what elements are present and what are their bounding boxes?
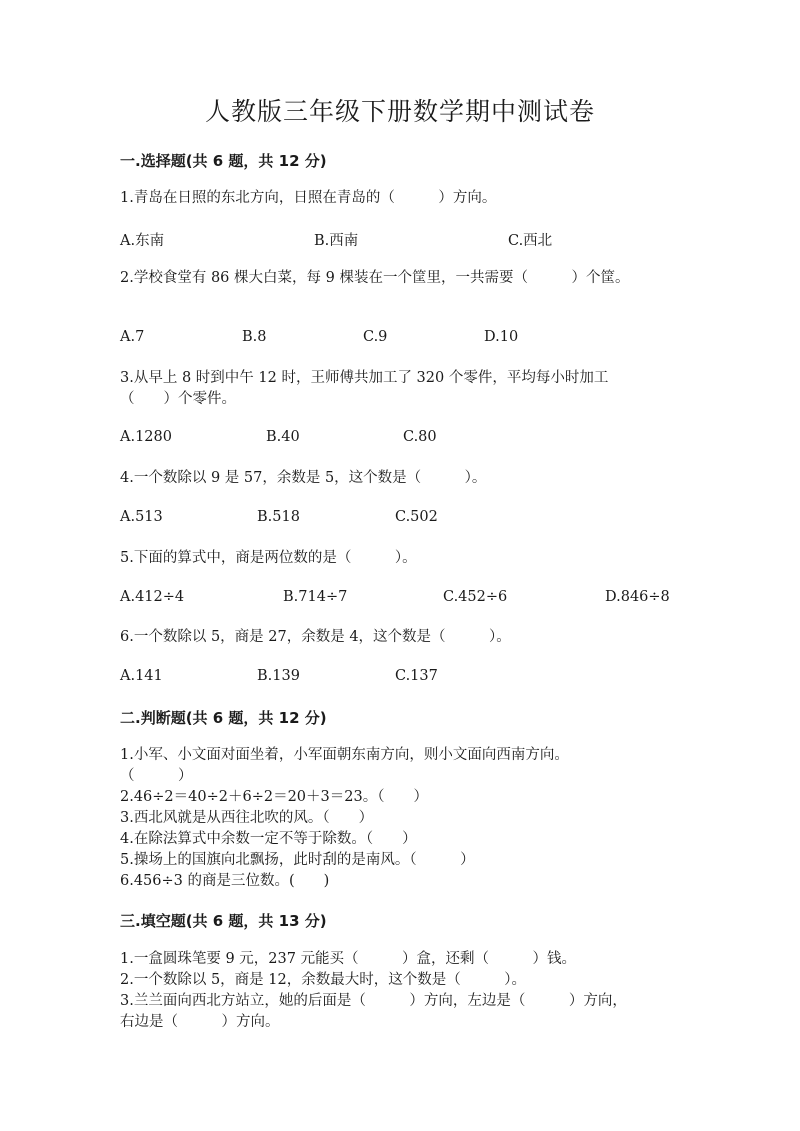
statement: 1.小军、小文面对面坐着，小军面朝东南方向，则小文面向西南方向。: [120, 747, 569, 763]
question-text: （ ）个零件。: [120, 391, 236, 407]
option: B.714÷7: [283, 589, 348, 605]
option: B.139: [257, 668, 300, 684]
option: A.412÷4: [120, 589, 185, 605]
statement: 5.操场上的国旗向北飘扬，此时刮的是南风。（ ）: [120, 852, 475, 868]
statement: 2.46÷2＝40÷2＋6÷2＝20＋3＝23。（ ）: [120, 789, 428, 805]
question-text: 5.下面的算式中，商是两位数的是（ ）。: [120, 550, 417, 566]
option: C.西北: [508, 233, 553, 249]
question-text: 2.学校食堂有 86 棵大白菜，每 9 棵装在一个筐里，一共需要（ ）个筐。: [120, 270, 630, 286]
statement: 6.456÷3 的商是三位数。( ): [120, 873, 330, 889]
fill-question: 2.一个数除以 5，商是 12，余数最大时，这个数是（ ）。: [120, 972, 526, 988]
fill-question: 3.兰兰面向西北方站立，她的后面是（ ）方向，左边是（ ）方向，: [120, 993, 627, 1009]
section-heading-choice: 一.选择题(共 6 题，共 12 分): [120, 152, 327, 170]
option: A.1280: [120, 429, 172, 445]
option: B.40: [266, 429, 300, 445]
option: C.80: [403, 429, 437, 445]
question-text: 1.青岛在日照的东北方向，日照在青岛的（ ）方向。: [120, 190, 497, 206]
question-text: 6.一个数除以 5，商是 27，余数是 4，这个数是（ ）。: [120, 629, 511, 645]
option: B.8: [242, 329, 267, 345]
option: C.9: [363, 329, 388, 345]
option: A.141: [120, 668, 163, 684]
statement: 3.西北风就是从西往北吹的风。（ ）: [120, 810, 374, 826]
option: D.846÷8: [605, 589, 670, 605]
statement: （ ）: [120, 768, 193, 784]
statement: 4.在除法算式中余数一定不等于除数。（ ）: [120, 831, 417, 847]
option: A.7: [120, 329, 145, 345]
option: A.东南: [120, 233, 165, 249]
fill-question: 1.一盒圆珠笔要 9 元，237 元能买（ ）盒，还剩（ ）钱。: [120, 951, 577, 967]
question-text: 4.一个数除以 9 是 57，余数是 5，这个数是（ ）。: [120, 470, 487, 486]
option: B.西南: [314, 233, 359, 249]
option: C.137: [395, 668, 438, 684]
page-title: 人教版三年级下册数学期中测试卷: [204, 97, 595, 126]
option: B.518: [257, 509, 300, 525]
section-heading-judgement: 二.判断题(共 6 题，共 12 分): [120, 709, 327, 727]
option: A.513: [120, 509, 163, 525]
section-heading-fill-blank: 三.填空题(共 6 题，共 13 分): [120, 912, 327, 930]
option: C.502: [395, 509, 438, 525]
option: C.452÷6: [443, 589, 508, 605]
question-text: 3.从早上 8 时到中午 12 时，王师傅共加工了 320 个零件，平均每小时加工: [120, 370, 609, 386]
option: D.10: [484, 329, 519, 345]
fill-question: 右边是（ ）方向。: [120, 1014, 280, 1030]
